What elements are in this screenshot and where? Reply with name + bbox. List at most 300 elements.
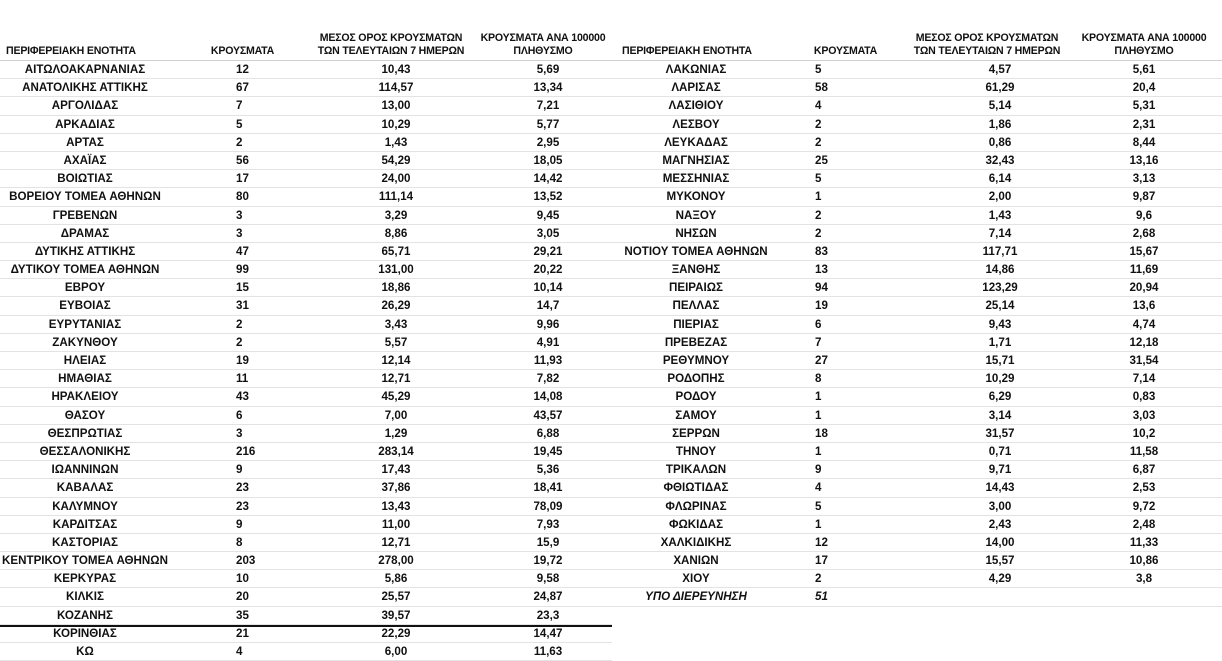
table-row [0, 134, 612, 152]
table-row [0, 643, 612, 661]
avg7-cell: 25,57 [381, 590, 411, 604]
cases-cell: 7 [815, 335, 822, 349]
table-row [612, 116, 1222, 134]
region-cell: ΛΑΡΙΣΑΣ [671, 81, 721, 95]
per100k-cell: 20,94 [1129, 281, 1159, 295]
header-region: ΠΕΡΙΦΕΡΕΙΑΚΗ ΕΝΟΤΗΤΑ [6, 45, 136, 57]
avg7-cell: 61,29 [985, 81, 1015, 95]
avg7-cell: 45,29 [381, 390, 411, 404]
table-row [0, 243, 612, 261]
per100k-cell: 18,05 [533, 153, 563, 167]
avg7-cell: 6,29 [988, 390, 1012, 404]
per100k-cell: 43,57 [533, 408, 563, 422]
per100k-cell: 5,36 [536, 463, 560, 477]
cases-cell: 23 [236, 499, 249, 513]
header-avg7: ΜΕΣΟΣ ΟΡΟΣ ΚΡΟΥΣΜΑΤΩΝ ΤΩΝ ΤΕΛΕΥΤΑΙΩΝ 7 ΗΜΕΡΩΝ [913, 32, 1061, 57]
per100k-cell: 20,4 [1132, 81, 1156, 95]
cases-cell: 12 [236, 63, 249, 76]
table-row [0, 570, 612, 588]
per100k-cell: 9,6 [1135, 208, 1153, 222]
cases-cell: 4 [236, 645, 243, 658]
region-cell: ΜΥΚΟΝΟΥ [666, 190, 726, 204]
region-cell: ΑΡΤΑΣ [66, 135, 104, 149]
header-per100k: ΚΡΟΥΣΜΑΤΑ ΑΝΑ 100000 ΠΛΗΘΥΣΜΟ [1081, 32, 1207, 57]
cases-cell: 20 [236, 590, 249, 604]
cases-cell: 21 [236, 626, 249, 640]
region-cell: ΚΙΛΚΙΣ [66, 590, 104, 604]
avg7-cell: 1,43 [988, 208, 1012, 222]
region-cell: ΑΝΑΤΟΛΙΚΗΣ ΑΤΤΙΚΗΣ [22, 81, 148, 95]
header-per100k: ΚΡΟΥΣΜΑΤΑ ΑΝΑ 100000 ΠΛΗΘΥΣΜΟ [480, 32, 606, 57]
cases-cell: 4 [815, 99, 822, 113]
per100k-cell: 11,58 [1129, 444, 1159, 458]
cases-cell: 6 [815, 317, 822, 331]
per100k-cell: 3,8 [1135, 572, 1153, 586]
cases-cell: 58 [815, 81, 828, 95]
avg7-cell: 10,43 [381, 63, 411, 76]
table-row [612, 225, 1222, 243]
avg7-cell: 5,86 [384, 572, 408, 586]
cases-cell: 2 [815, 135, 822, 149]
region-cell: ΚΑΛΥΜΝΟΥ [52, 499, 118, 513]
region-cell: ΛΕΣΒΟΥ [672, 117, 720, 131]
avg7-cell: 12,14 [381, 354, 411, 367]
avg7-cell: 117,71 [982, 244, 1018, 258]
avg7-cell: 3,14 [988, 408, 1012, 422]
region-cell: ΧΑΛΚΙΔΙΚΗΣ [660, 535, 732, 549]
per100k-cell: 3,03 [1132, 408, 1156, 422]
cases-cell: 35 [236, 608, 249, 622]
region-cell: ΘΕΣΣΑΛΟΝΙΚΗΣ [39, 444, 131, 458]
cases-cell: 56 [236, 153, 249, 167]
per100k-cell: 7,21 [536, 99, 560, 113]
cases-cell: 9 [236, 463, 243, 477]
region-cell: ΗΛΕΙΑΣ [63, 354, 107, 367]
region-cell: ΧΙΟΥ [682, 572, 710, 586]
avg7-cell: 11,00 [381, 517, 411, 531]
table-row [0, 152, 612, 170]
cases-cell: 51 [815, 590, 828, 604]
per100k-cell: 2,31 [1132, 117, 1156, 131]
per100k-cell: 19,72 [533, 554, 563, 568]
per100k-cell: 6,88 [536, 426, 560, 440]
per100k-cell: 5,61 [1132, 63, 1156, 76]
region-cell: ΓΡΕΒΕΝΩΝ [52, 208, 118, 222]
header-cases: ΚΡΟΥΣΜΑΤΑ [210, 45, 275, 57]
cases-cell: 15 [236, 281, 249, 295]
avg7-cell: 6,00 [384, 645, 408, 658]
region-cell: ΜΕΣΣΗΝΙΑΣ [662, 172, 730, 186]
avg7-cell: 278,00 [378, 554, 414, 568]
cases-cell: 19 [236, 354, 249, 367]
table-row [0, 97, 612, 115]
region-cell: ΚΕΝΤΡΙΚΟΥ ΤΟΜΕΑ ΑΘΗΝΩΝ [2, 554, 168, 568]
avg7-cell: 39,57 [381, 608, 411, 622]
table-row [612, 134, 1222, 152]
cases-cell: 17 [815, 554, 828, 568]
region-cell: ΦΘΙΩΤΙΔΑΣ [663, 481, 729, 495]
avg7-cell: 13,00 [381, 99, 411, 113]
region-cell: ΡΟΔΟΠΗΣ [667, 372, 725, 386]
table-row [0, 552, 612, 570]
per100k-cell: 14,08 [533, 390, 563, 404]
region-cell: ΝΟΤΙΟΥ ΤΟΜΕΑ ΑΘΗΝΩΝ [624, 244, 768, 258]
cases-cell: 1 [815, 517, 822, 531]
region-cell: ΚΕΡΚΥΡΑΣ [53, 572, 117, 586]
per100k-cell: 9,96 [536, 317, 560, 331]
right-table [612, 0, 1222, 607]
region-cell: ΠΕΙΡΑΙΩΣ [668, 281, 724, 295]
cases-cell: 10 [236, 572, 249, 586]
avg7-cell: 3,43 [384, 317, 408, 331]
cases-cell: 5 [815, 63, 822, 76]
cases-cell: 9 [236, 517, 243, 531]
region-cell: ΕΥΒΟΙΑΣ [59, 299, 111, 313]
table-row [612, 97, 1222, 115]
region-cell: ΗΜΑΘΙΑΣ [58, 372, 112, 386]
region-cell: ΔΥΤΙΚΟΥ ΤΟΜΕΑ ΑΘΗΝΩΝ [10, 263, 160, 277]
region-cell: ΝΑΞΟΥ [675, 208, 717, 222]
per100k-cell: 15,67 [1129, 244, 1159, 258]
per100k-cell: 11,63 [533, 645, 563, 658]
per100k-cell: 29,21 [533, 244, 563, 258]
region-cell: ΚΟΡΙΝΘΙΑΣ [53, 626, 117, 640]
region-cell: ΘΕΣΠΡΩΤΙΑΣ [47, 426, 123, 440]
cases-cell: 2 [815, 572, 822, 586]
region-cell: ΕΒΡΟΥ [64, 281, 106, 295]
region-cell: ΘΑΣΟΥ [64, 408, 106, 422]
per100k-cell: 2,68 [1132, 226, 1156, 240]
avg7-cell: 1,71 [988, 335, 1012, 349]
table-row [612, 498, 1222, 516]
header-region: ΠΕΡΙΦΕΡΕΙΑΚΗ ΕΝΟΤΗΤΑ [622, 45, 752, 57]
per100k-cell: 10,86 [1129, 554, 1159, 568]
cases-cell: 9 [815, 463, 822, 477]
region-cell: ΚΑΒΑΛΑΣ [56, 481, 114, 495]
avg7-cell: 12,71 [381, 535, 411, 549]
cases-cell: 1 [815, 190, 822, 204]
per100k-cell: 24,87 [533, 590, 563, 604]
avg7-cell: 283,14 [378, 444, 414, 458]
avg7-cell: 0,71 [988, 444, 1012, 458]
table-row [612, 170, 1222, 188]
avg7-cell: 12,71 [381, 372, 411, 386]
per100k-cell: 4,91 [536, 335, 560, 349]
cases-cell: 19 [815, 299, 828, 313]
avg7-cell: 114,57 [378, 81, 414, 95]
per100k-cell: 5,69 [536, 63, 560, 76]
cases-cell: 43 [236, 390, 249, 404]
table-row [612, 388, 1222, 406]
avg7-cell: 5,14 [988, 99, 1012, 113]
table-row [0, 352, 612, 370]
region-cell: ΚΩ [76, 645, 94, 658]
cases-cell: 12 [815, 535, 828, 549]
table-row [0, 170, 612, 188]
table-row [612, 243, 1222, 261]
per100k-cell: 10,14 [533, 281, 563, 295]
avg7-cell: 10,29 [985, 372, 1015, 386]
table-row [612, 425, 1222, 443]
cases-cell: 3 [236, 226, 243, 240]
avg7-cell: 17,43 [381, 463, 411, 477]
cases-cell: 2 [236, 135, 243, 149]
table-row [612, 552, 1222, 570]
region-cell: ΜΑΓΝΗΣΙΑΣ [662, 153, 730, 167]
table-row [0, 407, 612, 425]
per100k-cell: 13,52 [533, 190, 563, 204]
cases-cell: 3 [236, 208, 243, 222]
avg7-cell: 123,29 [982, 281, 1018, 295]
per100k-cell: 23,3 [536, 608, 560, 622]
avg7-cell: 54,29 [381, 153, 411, 167]
right-table-body [612, 61, 1222, 607]
avg7-cell: 3,00 [988, 499, 1012, 513]
per100k-cell: 4,74 [1132, 317, 1156, 331]
region-cell: ΙΩΑΝΝΙΝΩΝ [51, 463, 119, 477]
cases-cell: 99 [236, 263, 249, 277]
table-row [612, 534, 1222, 552]
table-row [612, 334, 1222, 352]
cases-cell: 7 [236, 99, 243, 113]
per100k-cell: 7,82 [536, 372, 560, 386]
table-row [0, 370, 612, 388]
avg7-cell: 4,29 [988, 572, 1012, 586]
avg7-cell: 65,71 [381, 244, 411, 258]
table-row [612, 316, 1222, 334]
avg7-cell: 15,71 [985, 354, 1015, 367]
region-cell: ΠΕΛΛΑΣ [672, 299, 720, 313]
table-row [612, 188, 1222, 206]
table-row [0, 61, 612, 79]
per100k-cell: 3,05 [536, 226, 560, 240]
table-row [0, 461, 612, 479]
cases-cell: 5 [815, 499, 822, 513]
table-row [0, 261, 612, 279]
table-row [612, 461, 1222, 479]
avg7-cell: 10,29 [381, 117, 411, 131]
cases-cell: 94 [815, 281, 828, 295]
table-row [0, 316, 612, 334]
avg7-cell: 24,00 [381, 172, 411, 186]
table-row [0, 188, 612, 206]
table-row [612, 61, 1222, 79]
avg7-cell: 4,57 [988, 63, 1012, 76]
per100k-cell: 14,42 [533, 172, 563, 186]
cases-cell: 2 [815, 117, 822, 131]
avg7-cell: 26,29 [381, 299, 411, 313]
table-row [0, 297, 612, 315]
avg7-cell: 1,86 [988, 117, 1012, 131]
cases-cell: 1 [815, 444, 822, 458]
cases-cell: 5 [815, 172, 822, 186]
avg7-cell: 13,43 [381, 499, 411, 513]
per100k-cell: 3,13 [1132, 172, 1156, 186]
table-row [0, 79, 612, 97]
header-cases: ΚΡΟΥΣΜΑΤΑ [813, 45, 878, 57]
table-row [0, 516, 612, 534]
per100k-cell: 18,41 [533, 481, 563, 495]
avg7-cell: 7,00 [384, 408, 408, 422]
cases-cell: 8 [236, 535, 243, 549]
table-row [612, 207, 1222, 225]
region-cell: ΔΥΤΙΚΗΣ ΑΤΤΙΚΗΣ [34, 244, 136, 258]
table-row [0, 116, 612, 134]
per100k-cell: 9,58 [536, 572, 560, 586]
per100k-cell: 78,09 [533, 499, 563, 513]
table-row [612, 570, 1222, 588]
cases-cell: 23 [236, 481, 249, 495]
region-cell: ΚΟΖΑΝΗΣ [56, 608, 113, 622]
table-row [0, 279, 612, 297]
cases-cell: 216 [236, 444, 256, 458]
avg7-cell: 9,43 [988, 317, 1012, 331]
per100k-cell: 7,14 [1132, 372, 1156, 386]
cases-cell: 18 [815, 426, 828, 440]
region-cell: ΑΡΓΟΛΙΔΑΣ [51, 99, 119, 113]
per100k-cell: 9,45 [536, 208, 560, 222]
table-row [0, 588, 612, 606]
per100k-cell: 5,31 [1132, 99, 1156, 113]
region-cell: ΦΩΚΙΔΑΣ [668, 517, 724, 531]
cases-cell: 2 [815, 226, 822, 240]
cases-cell: 80 [236, 190, 249, 204]
table-row [0, 334, 612, 352]
per100k-cell: 11,93 [533, 354, 563, 367]
region-cell: ΑΡΚΑΔΙΑΣ [55, 117, 115, 131]
avg7-cell: 131,00 [378, 263, 414, 277]
region-cell: ΑΧΑΪΑΣ [63, 153, 107, 167]
table-row [0, 607, 612, 625]
region-cell: ΒΟΙΩΤΙΑΣ [57, 172, 113, 186]
region-cell: ΔΡΑΜΑΣ [60, 226, 110, 240]
cases-cell: 2 [236, 317, 243, 331]
avg7-cell: 31,57 [985, 426, 1015, 440]
avg7-cell: 1,43 [384, 135, 408, 149]
cases-cell: 67 [236, 81, 249, 95]
avg7-cell: 5,57 [384, 335, 408, 349]
table-row [612, 352, 1222, 370]
region-cell: ΖΑΚΥΝΘΟΥ [52, 335, 118, 349]
region-cell: ΚΑΣΤΟΡΙΑΣ [52, 535, 118, 549]
avg7-cell: 15,57 [985, 554, 1015, 568]
per100k-cell: 11,69 [1129, 263, 1159, 277]
region-cell: ΞΑΝΘΗΣ [671, 263, 721, 277]
cases-cell: 83 [815, 244, 828, 258]
cases-cell: 5 [236, 117, 243, 131]
right-table-header [612, 0, 1222, 61]
avg7-cell: 14,43 [985, 481, 1015, 495]
cases-cell: 2 [236, 335, 243, 349]
table-row [612, 516, 1222, 534]
region-cell: ΤΗΝΟΥ [675, 444, 717, 458]
region-cell: ΣΑΜΟΥ [675, 408, 717, 422]
avg7-cell: 14,00 [985, 535, 1015, 549]
avg7-cell: 7,14 [988, 226, 1012, 240]
avg7-cell: 1,29 [384, 426, 408, 440]
per100k-cell: 13,34 [533, 81, 563, 95]
per100k-cell: 9,72 [1132, 499, 1156, 513]
avg7-cell: 14,86 [985, 263, 1015, 277]
cases-cell: 13 [815, 263, 828, 277]
region-cell: ΛΑΣΙΘΙΟΥ [668, 99, 724, 113]
table-row [0, 625, 612, 643]
avg7-cell: 37,86 [381, 481, 411, 495]
avg7-cell: 22,29 [381, 626, 411, 640]
avg7-cell: 2,43 [988, 517, 1012, 531]
per100k-cell: 0,83 [1132, 390, 1156, 404]
region-cell: ΛΕΥΚΑΔΑΣ [664, 135, 728, 149]
per100k-cell: 14,47 [533, 626, 563, 640]
per100k-cell: 13,6 [1132, 299, 1156, 313]
avg7-cell: 18,86 [381, 281, 411, 295]
table-row [612, 443, 1222, 461]
cases-cell: 25 [815, 153, 828, 167]
per100k-cell: 12,18 [1129, 335, 1159, 349]
table-row [0, 388, 612, 406]
table-row [0, 498, 612, 516]
per100k-cell: 2,53 [1132, 481, 1156, 495]
table-row [612, 479, 1222, 497]
table-row [0, 207, 612, 225]
region-cell: ΚΑΡΔΙΤΣΑΣ [52, 517, 118, 531]
cases-cell: 11 [236, 372, 249, 386]
region-cell: ΛΑΚΩΝΙΑΣ [665, 63, 727, 76]
per100k-cell: 15,9 [536, 535, 560, 549]
region-cell: ΡΟΔΟΥ [675, 390, 717, 404]
per100k-cell: 2,48 [1132, 517, 1156, 531]
per100k-cell: 11,33 [1129, 535, 1159, 549]
region-cell: ΝΗΣΩΝ [675, 226, 717, 240]
table-row [0, 443, 612, 461]
per100k-cell: 31,54 [1129, 354, 1159, 367]
cases-cell: 3 [236, 426, 243, 440]
table-row [612, 407, 1222, 425]
table-row [612, 152, 1222, 170]
cases-cell: 6 [236, 408, 243, 422]
region-cell: ΦΛΩΡΙΝΑΣ [665, 499, 727, 513]
left-table-header [0, 0, 612, 61]
table-row [0, 425, 612, 443]
cases-cell: 4 [815, 481, 822, 495]
cases-cell: 2 [815, 208, 822, 222]
cases-cell: 203 [236, 554, 256, 568]
per100k-cell: 2,95 [536, 135, 560, 149]
region-cell: ΥΠΟ ΔΙΕΡΕΥΝΗΣΗ [645, 590, 747, 604]
region-cell: ΠΙΕΡΙΑΣ [673, 317, 719, 331]
cases-cell: 47 [236, 244, 249, 258]
per100k-cell: 8,44 [1132, 135, 1156, 149]
avg7-cell: 3,29 [384, 208, 408, 222]
avg7-cell: 25,14 [985, 299, 1015, 313]
region-cell: ΠΡΕΒΕΖΑΣ [664, 335, 728, 349]
left-table-body [0, 61, 612, 661]
table-bottom-rule [0, 625, 612, 627]
per100k-cell: 14,7 [536, 299, 560, 313]
cases-cell: 1 [815, 408, 822, 422]
table-row [612, 261, 1222, 279]
table-row-pending [612, 588, 1222, 606]
per100k-cell: 19,45 [533, 444, 563, 458]
region-cell: ΤΡΙΚΑΛΩΝ [665, 463, 727, 477]
table-row [612, 370, 1222, 388]
region-cell: ΒΟΡΕΙΟΥ ΤΟΜΕΑ ΑΘΗΝΩΝ [9, 190, 161, 204]
region-cell: ΕΥΡΥΤΑΝΙΑΣ [48, 317, 122, 331]
table-row [0, 225, 612, 243]
table-row [612, 79, 1222, 97]
table-row [612, 297, 1222, 315]
per100k-cell: 7,93 [536, 517, 560, 531]
